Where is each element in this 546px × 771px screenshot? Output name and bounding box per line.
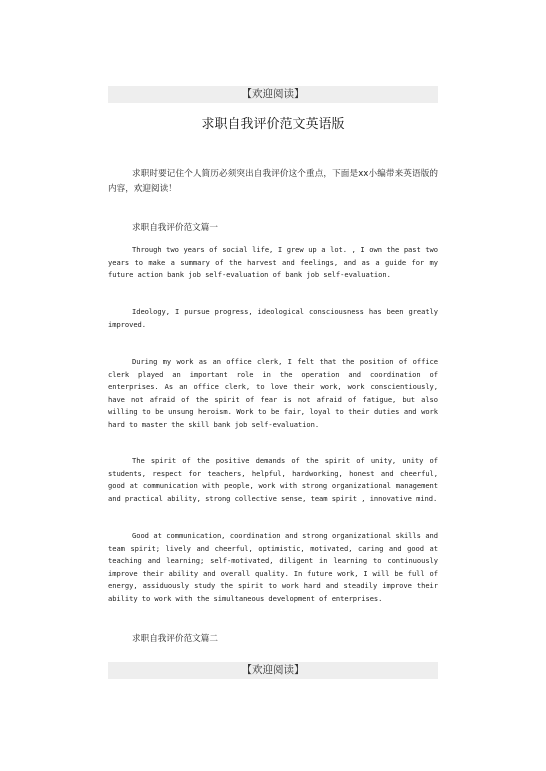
page-title: 求职自我评价范文英语版 bbox=[201, 117, 345, 132]
body-paragraph-1: Through two years of social life, I grew up a lot. , I own the past two years to make a summary of the harvest and feelings, and as a guide for my future action bank job self-evaluation of bank job self-evaluation. bbox=[108, 245, 438, 279]
section-heading-2: 求职自我评价范文篇二 bbox=[132, 634, 218, 644]
body-paragraph-3: During my work as an office clerk, I felt that the position of office clerk played an important role in the operation and coordination of enterprises. As an office clerk, to love their work, work conscientiously, have not afraid of the spirit of fear is not afraid of fatigue, but also willing to be unsung heroism. Work to be fair, loyal to their duties and work hard to master the skill bank job self-evaluation. bbox=[108, 357, 438, 429]
body-paragraph-2: Ideology, I pursue progress, ideological consciousness has been greatly improved. bbox=[108, 307, 438, 329]
body-paragraph-5: Good at communication, coordination and strong organizational skills and team spirit; lively and cheerful, optimistic, motivated, caring and good at teaching and learning; self-motivated, diligent in learning to continuously improve their ability and overall quality. In future work, I will be full of energy, assiduously study the spirit to work hard and steadily improve their ability to work with the simultaneous development of enterprises. bbox=[108, 531, 438, 603]
welcome-banner-top: 【欢迎阅读】 bbox=[108, 86, 438, 103]
intro-paragraph: 求职时要记住个人简历必须突出自我评价这个重点，下面是xx小编带来英语版的内容，欢迎阅读！ bbox=[108, 169, 438, 194]
body-paragraph-4: The spirit of the positive demands of the spirit of unity, unity of students, respect for teachers, helpful, hardworking, honest and cheerful, good at communication with people, work with strong organizational management and practical ability, strong collective sense, team spirit , innovative mind. bbox=[108, 456, 438, 503]
welcome-banner-bottom: 【欢迎阅读】 bbox=[108, 662, 438, 679]
section-heading-1: 求职自我评价范文篇一 bbox=[132, 223, 218, 233]
